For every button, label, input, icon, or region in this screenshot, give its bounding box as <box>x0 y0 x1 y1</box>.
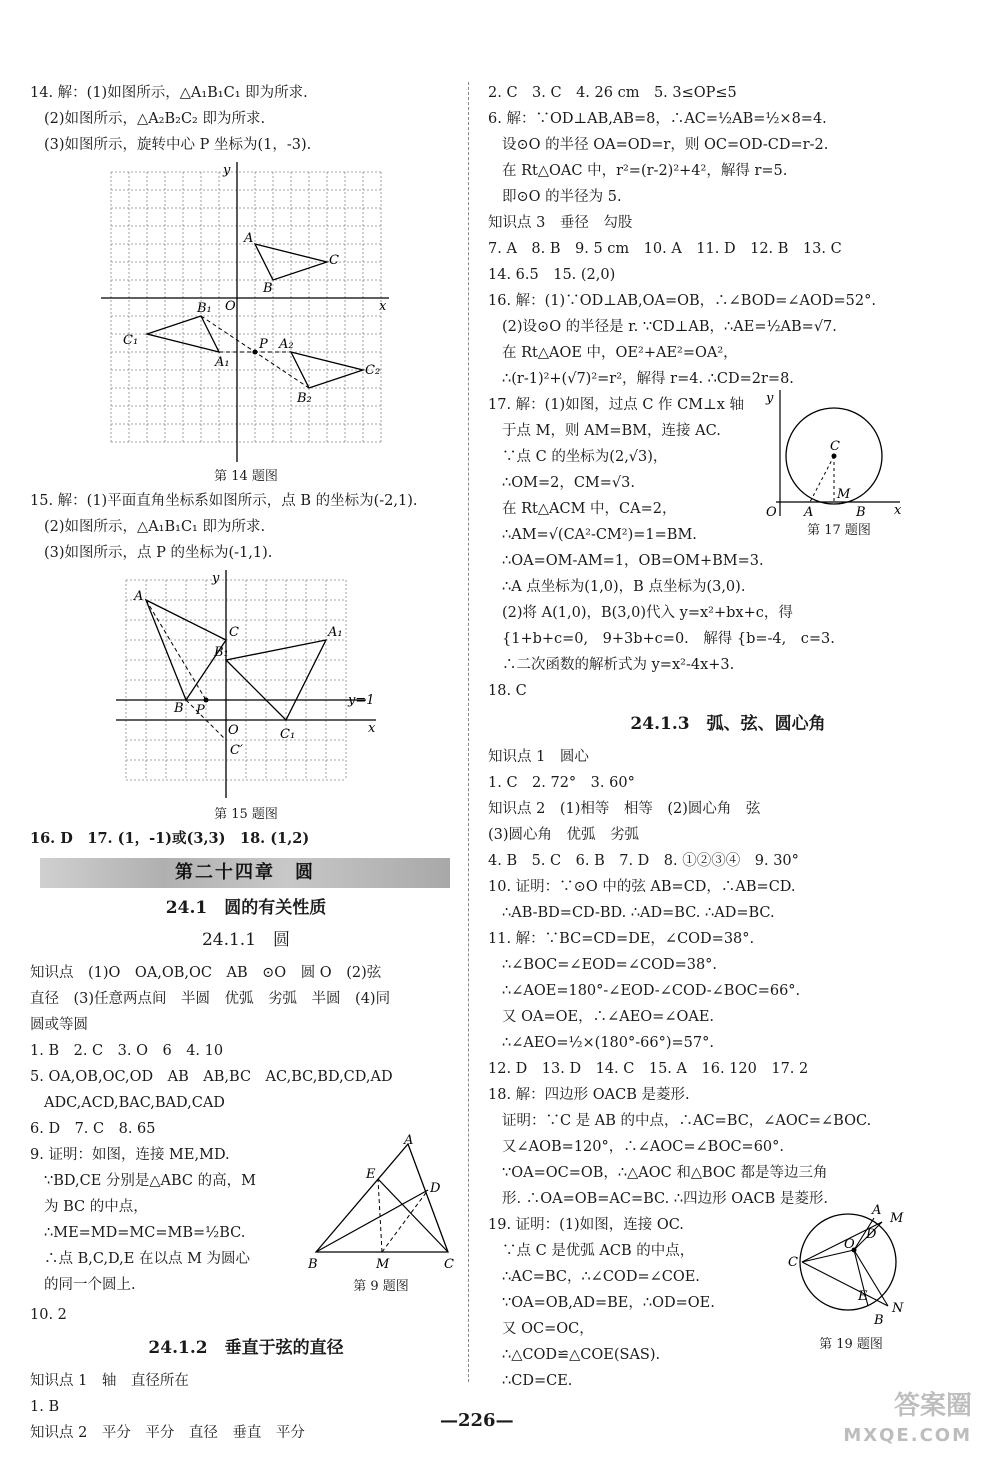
r-q16-line-2: (2)设⊙O 的半径是 r. ∵CD⊥AB，∴AE=½AB=√7. <box>502 319 837 335</box>
r-q17-line-10: {1+b+c=0, 9+3b+c=0. 解得 {b=-4, c=3. <box>502 631 835 647</box>
section-24-1-1: 24.1.1 圆 <box>201 930 291 950</box>
fig17-M: M <box>837 487 851 502</box>
right-column <box>488 80 968 1402</box>
fig14-C2: C₂ <box>365 363 381 378</box>
r-q17-line-2: 于点 M，则 AM=BM，连接 AC. <box>502 423 721 439</box>
fig15-C: C <box>229 625 239 640</box>
fig19-B: B <box>874 1313 884 1328</box>
fig15-C-prime: C′ <box>230 743 243 758</box>
q9-line-3: 为 BC 的中点， <box>44 1199 148 1215</box>
r-q6-line-4: 即⊙O 的半径为 5. <box>502 189 622 205</box>
kp1-line: 知识点 1 轴 直径所在 <box>30 1373 189 1389</box>
q10-answer: 10. 2 <box>30 1307 67 1323</box>
fig14-B: B <box>263 281 273 296</box>
q9-block <box>30 1134 462 1302</box>
fig17-A: A <box>804 505 814 520</box>
r-q11-line-5: ∴∠AEO=½×(180°-66°)=57°. <box>502 1035 714 1051</box>
r-kp3: 知识点 3 垂径 勾股 <box>488 215 633 231</box>
fig14-A2: A₂ <box>279 337 294 352</box>
kp-line-2: 直径 (3)任意两点间 半圆 优弧 劣弧 半圆 (4)同 <box>30 991 391 1007</box>
fig17-y: y <box>766 391 774 406</box>
fig17-x: x <box>894 503 902 518</box>
r-q19-line-5: 又 OC=OC， <box>502 1321 594 1337</box>
fig15-y1-label: y=1 <box>348 693 375 708</box>
fig15-caption: 第 15 题图 <box>214 807 278 822</box>
r-q1-3: 1. C 2. 72° 3. 60° <box>488 775 635 791</box>
section-24-1: 24.1 圆的有关性质 <box>165 898 327 918</box>
fig19-D: D <box>866 1227 877 1242</box>
q16-18-answers: 16. D 17. (1，-1)或(3,3) 18. (1,2) <box>30 830 310 847</box>
q9-line-2: ∵BD,CE 分别是△ABC 的高，M <box>44 1173 256 1189</box>
r-q17-line-7: ∴OA=OM-AM=1，OB=OM+BM=3. <box>502 553 764 569</box>
kp-line-1: 知识点 (1)O OA,OB,OC AB ⊙O 圆 O (2)弦 <box>30 965 382 981</box>
r-q11-line-2: ∴∠BOC=∠EOD=∠COD=38°. <box>502 957 718 973</box>
section-24-1-2: 24.1.2 垂直于弦的直径 <box>148 1338 344 1358</box>
r-q11-line-1: 11. 解：∵BC=CD=DE，∠COD=38°. <box>488 931 755 947</box>
left-column <box>30 80 462 1446</box>
r-q17-line-4: ∴OM=2，CM=√3. <box>502 475 635 491</box>
r-q19-block <box>488 1203 968 1402</box>
r-q18b-line-3: 又∠AOB=120°，∴∠AOC=∠BOC=60°. <box>502 1139 785 1155</box>
q15-line-1: 15. 解：(1)平面直角坐标系如图所示，点 B 的坐标为(-2,1). <box>30 493 418 509</box>
fig15-x-label: x <box>368 721 376 736</box>
fig14-origin: O <box>225 299 236 314</box>
r-q11-line-4: 又 OA=OE，∴∠AEO=∠OAE. <box>502 1009 715 1025</box>
q9-line-6: 的同一个圆上. <box>44 1277 136 1293</box>
fig19-A: A <box>872 1203 882 1218</box>
watermark-url: MXQE.COM <box>843 1425 972 1446</box>
chapter-banner: 第二十四章 圆 <box>40 858 450 888</box>
fig9-D: D <box>430 1181 441 1196</box>
r-q16-line-3: 在 Rt△AOE 中，OE²+AE²=OA²， <box>502 345 738 361</box>
figure-15-grid <box>96 570 396 800</box>
q14-line-3: (3)如图所示，旋转中心 P 坐标为(1，-3). <box>44 137 312 153</box>
q15-line-2: (2)如图所示，△A₁B₁C₁ 即为所求. <box>44 519 266 535</box>
fig9-E: E <box>366 1167 376 1182</box>
r-q19-line-6: ∴△COD≌△COE(SAS). <box>502 1347 661 1363</box>
r-q12-17: 12. D 13. D 14. C 15. A 16. 120 17. 2 <box>488 1061 809 1077</box>
r-kp2-b: (3)圆心角 优弧 劣弧 <box>488 827 640 843</box>
page-number: —226— <box>440 1410 514 1431</box>
r-q2-5: 2. C 3. C 4. 26 cm 5. 3≤OP≤5 <box>488 85 737 101</box>
r-q18b-line-2: 证明：∵C 是 AB 的中点，∴AC=BC，∠AOC=∠BOC. <box>502 1113 872 1129</box>
r-q17-line-3: ∵点 C 的坐标为(2,√3)， <box>502 449 668 465</box>
r-q18: 18. C <box>488 683 527 699</box>
r-q18b-line-1: 18. 解：四边形 OACB 是菱形. <box>488 1087 690 1103</box>
fig15-y-label: y <box>212 571 220 586</box>
fig17-C: C <box>830 439 840 454</box>
q9-line-5: ∴点 B,C,D,E 在以点 M 为圆心 <box>44 1251 251 1267</box>
section-24-1-3: 24.1.3 弧、弦、圆心角 <box>630 714 826 734</box>
fig14-C: C <box>329 253 339 268</box>
r-q6-line-3: 在 Rt△OAC 中，r²=(r-2)²+4²，解得 r=5. <box>502 163 788 179</box>
fig14-y-label: y <box>223 163 231 178</box>
r-kp1: 知识点 1 圆心 <box>488 749 589 765</box>
r-q14-15: 14. 6.5 15. (2,0) <box>488 267 616 283</box>
r-q18b-line-5: 形. ∴OA=OB=AC=BC. ∴四边形 OACB 是菱形. <box>502 1191 829 1207</box>
fig15-A: A <box>134 589 144 604</box>
r-kp2-a: 知识点 2 (1)相等 相等 (2)圆心角 弦 <box>488 801 761 817</box>
fig9-B: B <box>308 1257 318 1272</box>
q14-line-2: (2)如图所示，△A₂B₂C₂ 即为所求. <box>44 111 266 127</box>
fig15-B1: B₁ <box>214 645 229 660</box>
fig19-N: N <box>892 1301 904 1316</box>
fig14-B1: B₁ <box>197 301 212 316</box>
fig15-A1: A₁ <box>328 625 343 640</box>
r-q19-line-7: ∴CD=CE. <box>502 1373 573 1389</box>
fig9-M: M <box>376 1257 390 1272</box>
r-q17-line-6: ∴AM=√(CA²-CM²)=1=BM. <box>502 527 697 543</box>
r-q17-block <box>488 392 968 678</box>
q9-line-4: ∴ME=MD=MC=MB=½BC. <box>44 1225 246 1241</box>
r-q17-line-11: ∴二次函数的解析式为 y=x²-4x+3. <box>502 657 735 673</box>
fig14-A1: A₁ <box>215 355 230 370</box>
fig19-C: C <box>788 1255 798 1270</box>
q5-answers-b: ADC,ACD,BAC,BAD,CAD <box>44 1095 225 1111</box>
fig14-B2: B₂ <box>297 391 312 406</box>
fig14-C1: C₁ <box>123 333 139 348</box>
r-q19-line-2: ∵点 C 是优弧 ACB 的中点， <box>502 1243 695 1259</box>
fig19-O: O <box>844 1237 855 1252</box>
figure-9-triangle <box>308 1134 458 1274</box>
q1-4-answers: 1. B 2. C 3. O 6 4. 10 <box>30 1043 224 1059</box>
figure-17-circle <box>764 390 904 520</box>
fig19-caption: 第 19 题图 <box>819 1337 883 1352</box>
figure-14-grid <box>101 162 391 462</box>
r-q19-line-1: 19. 证明：(1)如图，连接 OC. <box>488 1217 684 1233</box>
fig9-A: A <box>404 1134 414 1148</box>
q14-line-1: 14. 解：(1)如图所示，△A₁B₁C₁ 即为所求. <box>30 85 308 101</box>
r-q10-line-1: 10. 证明：∵⊙O 中的弦 AB=CD，∴AB=CD. <box>488 879 796 895</box>
fig9-caption: 第 9 题图 <box>353 1279 409 1294</box>
kp2-line: 知识点 2 平分 平分 直径 垂直 平分 <box>30 1425 305 1441</box>
r-q6-line-2: 设⊙O 的半径 OA=OD=r，则 OC=OD-CD=r-2. <box>502 137 829 153</box>
r-q16-line-1: 16. 解：(1)∵OD⊥AB,OA=OB，∴∠BOD=∠AOD=52°. <box>488 293 876 309</box>
r-q4-9: 4. B 5. C 6. B 7. D 8. ①②③④ 9. 30° <box>488 853 799 869</box>
r-q19-line-3: ∴AC=BC，∴∠COD=∠COE. <box>502 1269 700 1285</box>
fig17-caption: 第 17 题图 <box>807 523 871 538</box>
q15-line-3: (3)如图所示，点 P 的坐标为(-1,1). <box>44 545 273 561</box>
fig14-caption: 第 14 题图 <box>214 469 278 484</box>
r-q6-line-1: 6. 解：∵OD⊥AB,AB=8，∴AC=½AB=½×8=4. <box>488 111 827 127</box>
r-q19-line-4: ∵OA=OB,AD=BE，∴OD=OE. <box>502 1295 715 1311</box>
q1b-answer: 1. B <box>30 1399 60 1415</box>
r-q17-line-1: 17. 解：(1)如图，过点 C 作 CM⊥x 轴 <box>488 397 744 413</box>
fig15-P: P <box>196 703 205 718</box>
q6-8-answers: 6. D 7. C 8. 65 <box>30 1121 156 1137</box>
r-q16-line-4: ∴(r-1)²+(√7)²=r²，解得 r=4. ∴CD=2r=8. <box>502 371 794 387</box>
fig14-x-label: x <box>379 299 387 314</box>
fig14-P: P <box>259 337 268 352</box>
r-q17-line-5: 在 Rt△ACM 中，CA=2， <box>502 501 677 517</box>
fig9-C: C <box>444 1257 454 1272</box>
fig15-B: B <box>174 701 184 716</box>
fig17-origin: O <box>766 505 777 520</box>
column-divider <box>468 82 469 1382</box>
r-q18b-line-4: ∵OA=OC=OB，∴△AOC 和△BOC 都是等边三角 <box>502 1165 828 1181</box>
kp-line-3: 圆或等圆 <box>30 1017 88 1033</box>
q5-answers-a: 5. OA,OB,OC,OD AB AB,BC AC,BC,BD,CD,AD <box>30 1069 393 1085</box>
r-q10-line-2: ∴AB-BD=CD-BD. ∴AD=BC. ∴AD=BC. <box>502 905 775 921</box>
r-q17-line-8: ∴A 点坐标为(1,0)，B 点坐标为(3,0). <box>502 579 746 595</box>
fig19-E: E <box>858 1289 868 1304</box>
watermark-logo: 答案圈 <box>893 1391 972 1421</box>
fig19-M: M <box>890 1211 904 1226</box>
q9-line-1: 9. 证明：如图，连接 ME,MD. <box>30 1147 230 1163</box>
fig15-C1: C₁ <box>280 727 296 742</box>
fig17-B: B <box>856 505 866 520</box>
r-q11-line-3: ∴∠AOE=180°-∠EOD-∠COD-∠BOC=66°. <box>502 983 801 999</box>
fig15-origin: O <box>228 723 239 738</box>
fig14-A: A <box>244 231 254 246</box>
figure-19-circle <box>788 1202 918 1332</box>
r-q7-13: 7. A 8. B 9. 5 cm 10. A 11. D 12. B 13. C <box>488 241 842 257</box>
r-q17-line-9: (2)将 A(1,0)，B(3,0)代入 y=x²+bx+c，得 <box>502 605 793 621</box>
